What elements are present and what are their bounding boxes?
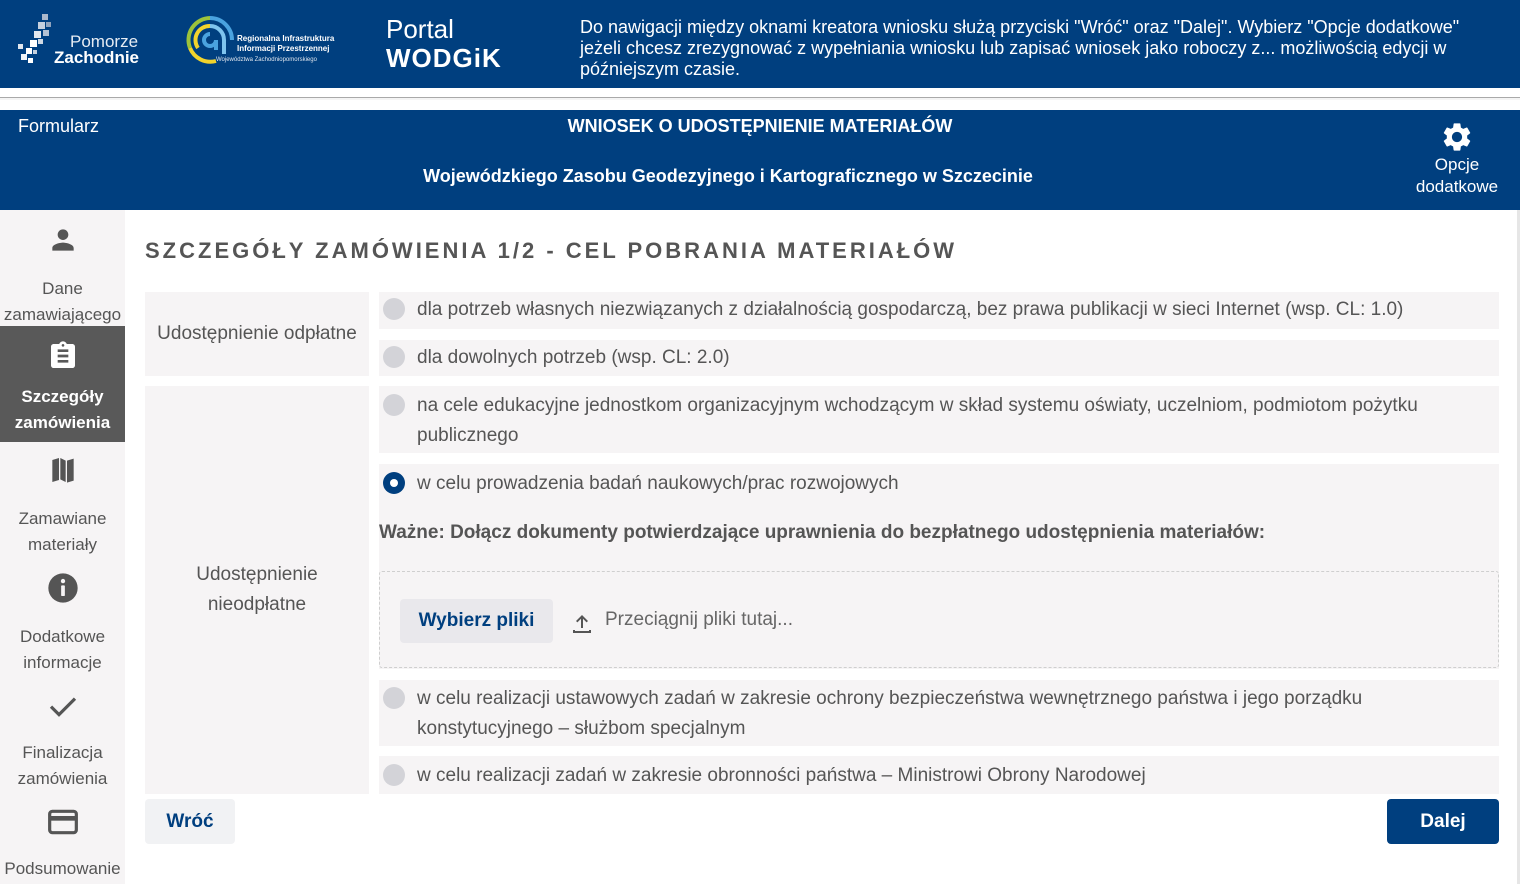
riip-logo-line2: Informacji Przestrzennej [237,44,330,53]
important-note: Ważne: Dołącz dokumenty potwierdzające uprawnienia do bezpłatnego udostępnienia materiałów: [379,522,1266,543]
back-button[interactable]: Wróć [145,799,235,844]
logo-text-zachodnie: Zachodnie [54,48,140,67]
sidebar-item-dane-zamawiajacego[interactable] [0,220,125,326]
riip-logo-line3: Województwa Zachodniopomorskiego [216,57,317,63]
pomorze-zachodnie-logo-mark-icon [16,12,56,68]
sidebar-item-label: Dane [42,279,83,298]
option-text-line2: publicznego [417,425,519,446]
choose-files-button[interactable]: Wybierz pliki [400,599,553,643]
option-text-line1: w celu realizacji ustawowych zadań w zakresie ochrony bezpieczeństwa wewnętrznego państwa i jego porządku [417,688,1363,709]
sidebar-item-label: Zamawiane [18,509,107,528]
wizard-sidebar [0,210,125,884]
form-title: WNIOSEK O UDOSTĘPNIENIE MATERIAŁÓW [567,116,953,136]
form-label: Formularz [18,116,100,136]
sidebar-item-label: Podsumowanie [4,859,121,878]
option-text-line2: konstytucyjnego – służbom specjalnym [417,718,746,739]
option-text: w celu realizacji zadań w zakresie obronności państwa – Ministrowi Obrony Narodowej [417,765,1146,786]
sidebar-item-dodatkowe-informacje[interactable] [0,572,125,678]
sidebar-item-label: Szczegóły [21,387,104,406]
options-label-line1: Opcje [1434,155,1480,174]
radio-button[interactable] [383,687,405,709]
riip-logo-line1: Regionalna Infrastruktura [237,34,335,43]
sidebar-item-label: zamówienia [17,769,108,788]
group-label-text: nieodpłatne [207,594,307,615]
person-icon [47,224,79,256]
sidebar-item-label: zamawiającego [3,305,122,324]
sidebar-item-zamawiane-materialy[interactable] [0,454,125,560]
radio-option-dowolne-potrzeby[interactable] [379,340,1499,376]
additional-options-button[interactable] [1400,118,1514,206]
next-button[interactable]: Dalej [1387,799,1499,844]
upload-icon [570,612,594,636]
file-dropzone[interactable] [379,571,1499,668]
divider [0,97,1520,100]
sidebar-item-label: zamówienia [14,413,111,432]
group-label-odplatne [145,292,369,376]
radio-button-checked[interactable] [383,472,405,494]
sidebar-item-label: Finalizacja [22,743,103,762]
navigation-hint: Do nawigacji między oknami kreatora wniosku służą przyciski "Wróć" oraz "Dalej". Wybierz "Opcje dodatkowe" jeżeli chcesz zrezygnować z wypełniania wniosku lub zapisać wniosek jako roboczy z... możliwością edycji w późniejszym czasie. [580,17,1460,79]
check-icon [47,690,79,722]
info-icon [47,572,79,604]
page-title: SZCZEGÓŁY ZAMÓWIENIA 1/2 - CEL POBRANIA MATERIAŁÓW [145,238,958,263]
portal-wodgik-logo[interactable] [386,14,502,72]
radio-option-wlasne-potrzeby[interactable] [379,292,1499,329]
form-subtitle: Wojewódzkiego Zasobu Geodezyjnego i Kartograficznego w Szczecinie [423,166,1033,186]
option-text [417,684,1479,744]
form-header [0,110,1520,210]
option-text: dla potrzeb własnych niezwiązanych z działalnością gospodarczą, bez prawa publikacji w sieci Internet (wsp. CL: 1.0) [417,299,1404,320]
top-banner [0,0,1520,88]
logo-text-pomorze: Pomorze [70,32,139,51]
radio-button[interactable] [383,394,405,416]
option-text: dla dowolnych potrzeb (wsp. CL: 2.0) [417,347,730,368]
group-label-text: Udostępnienie [196,564,318,585]
credit-card-icon [47,806,79,838]
sidebar-item-label: Dodatkowe [19,627,106,646]
radio-button[interactable] [383,298,405,320]
radio-option-obronnosc[interactable] [379,756,1499,794]
sidebar-item-label: materiały [28,535,97,554]
sidebar-item-szczegoly-zamowienia[interactable] [0,326,125,442]
riip-logo[interactable] [184,12,344,72]
group-label-text: Udostępnienie odpłatne [157,323,357,344]
radio-button[interactable] [383,346,405,368]
pomorze-zachodnie-logo[interactable] [16,12,146,72]
map-icon [47,454,79,486]
sidebar-item-podsumowanie[interactable] [0,806,125,884]
clipboard-icon [47,340,79,372]
radio-option-cele-edukacyjne[interactable] [379,386,1499,453]
group-label-nieodplatne [145,386,369,794]
option-text-line1: na cele edukacyjne jednostkom organizacyjnym wchodzącym w skład systemu oświaty, uczelniom, podmiotom pożytku [417,395,1418,416]
option-text [417,391,1479,451]
drop-hint: Przeciągnij pliki tutaj... [605,609,793,630]
portal-label: Portal [386,14,454,44]
option-text: w celu prowadzenia badań naukowych/prac rozwojowych [417,473,899,494]
wodgik-label: WODGiK [386,43,502,73]
options-label-line2: dodatkowe [1415,177,1499,196]
gear-icon [1440,120,1474,154]
sidebar-item-finalizacja-zamowienia[interactable] [0,688,125,794]
radio-option-sluzby-specjalne[interactable] [379,680,1499,746]
sidebar-item-label: informacje [23,653,102,672]
radio-button[interactable] [383,764,405,786]
